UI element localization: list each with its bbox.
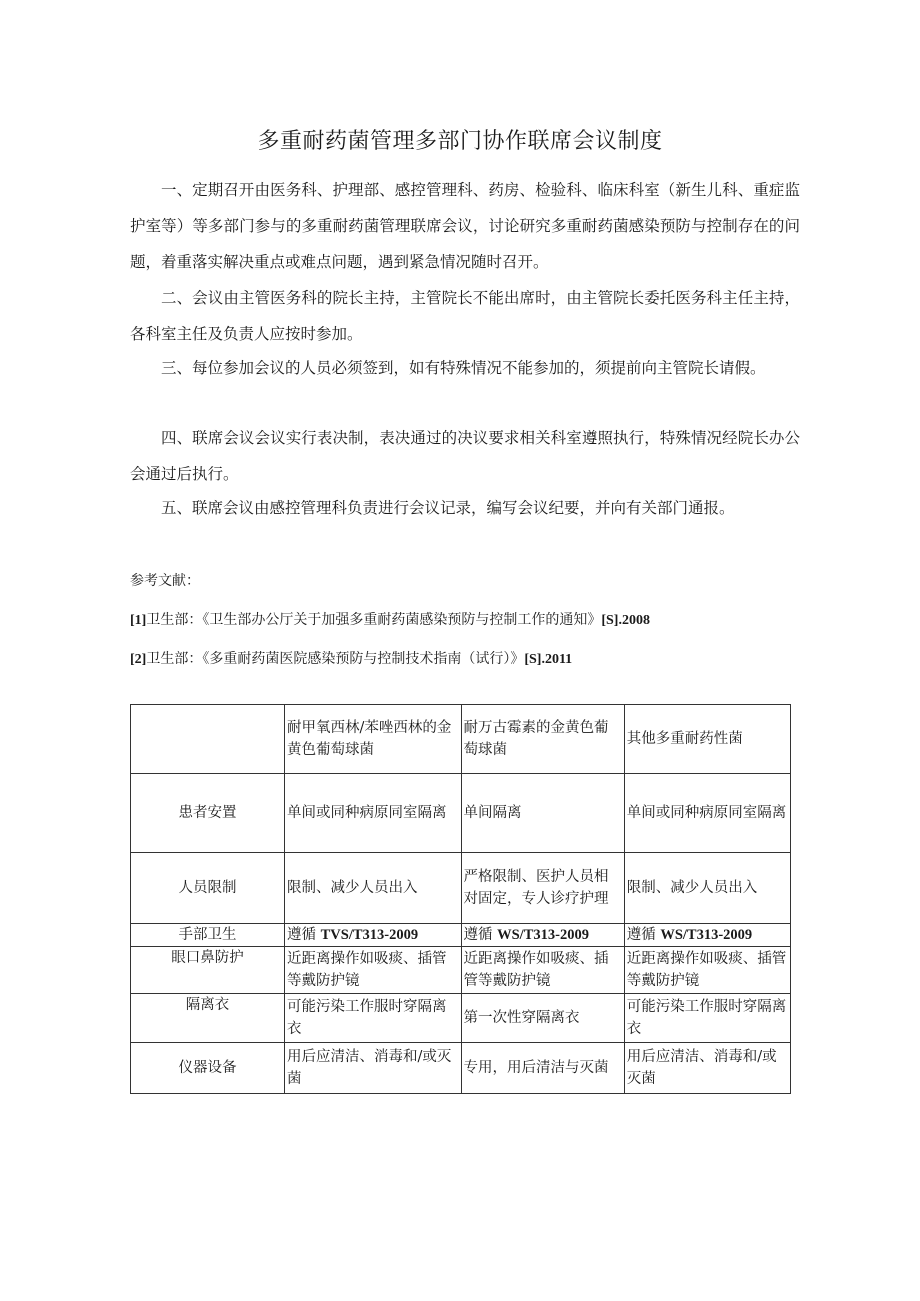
table-header-cell: 耐甲氧西林/苯唑西林的金黄色葡萄球菌	[285, 705, 461, 774]
table-cell: 用后应清洁、消毒和/或灭菌	[285, 1043, 461, 1094]
table-cell	[461, 924, 624, 947]
paragraph-5: 五、联席会议由感控管理科负责进行会议记录，编写会议纪要，并向有关部门通报。	[161, 499, 735, 517]
paragraph-4: 四、联席会议会议实行表决制，表决通过的决议要求相关科室遵照执行，特殊情况经院长办公会通过后执行。	[130, 429, 800, 483]
standard-prefix: 遵循	[626, 927, 661, 943]
reference-suffix: [S].2008	[601, 613, 650, 628]
table-header-cell: 耐万古霉素的金黄色葡萄球菌	[461, 705, 624, 774]
paragraph-2: 二、会议由主管医务科的院长主持，主管院长不能出席时，由主管院长委托医务科主任主持，各科室主任及负责人应按时参加。	[130, 289, 800, 343]
standard-code: WS/T313-2009	[660, 927, 753, 943]
table-row	[131, 994, 791, 1043]
table-cell: 专用，用后清洁与灭菌	[461, 1043, 624, 1094]
table-header-cell	[131, 705, 285, 774]
row-label: 仪器设备	[131, 1043, 285, 1094]
standard-prefix: 遵循	[287, 927, 321, 943]
reference-1	[130, 609, 650, 629]
table-header-cell: 其他多重耐药性菌	[624, 705, 790, 774]
table-cell: 严格限制、医护人员相对固定，专人诊疗护理	[461, 853, 624, 924]
row-label: 手部卫生	[131, 924, 285, 947]
table-cell: 单间隔离	[461, 774, 624, 853]
reference-number: [2]	[130, 652, 147, 667]
reference-number: [1]	[130, 613, 147, 628]
table-cell: 单间或同种病原同室隔离	[624, 774, 790, 853]
table-row	[131, 774, 791, 853]
table-cell: 可能污染工作服时穿隔离衣	[285, 994, 461, 1043]
table-row	[131, 924, 791, 947]
standard-prefix: 遵循	[463, 927, 498, 943]
row-label: 眼口鼻防护	[131, 947, 285, 994]
table-row	[131, 947, 791, 994]
paragraph-1: 一、定期召开由医务科、护理部、感控管理科、药房、检验科、临床科室（新生儿科、重症监护室等）等多部门参与的多重耐药菌管理联席会议，讨论研究多重耐药菌感染预防与控制存在的问题，着重落实解决重点或难点问题，遇到紧急情况随时召开。	[130, 181, 800, 271]
table-cell	[624, 924, 790, 947]
table-cell	[285, 924, 461, 947]
reference-2	[130, 648, 572, 668]
standard-code: TVS/T313-2009	[320, 927, 419, 943]
reference-text: 卫生部：《卫生部办公厅关于加强多重耐药菌感染预防与控制工作的通知》	[146, 612, 602, 628]
table-cell: 近距离操作如吸痰、插管等戴防护镜	[624, 947, 790, 994]
table-cell: 可能污染工作服时穿隔离衣	[624, 994, 790, 1043]
table-row	[131, 1043, 791, 1094]
row-label: 患者安置	[131, 774, 285, 853]
row-label: 隔离衣	[131, 994, 285, 1043]
table-cell: 近距离操作如吸痰、插管等戴防护镜	[285, 947, 461, 994]
document-title: 多重耐药菌管理多部门协作联席会议制度	[257, 129, 663, 154]
references-heading: 参考文献：	[130, 573, 200, 589]
table-header-row	[131, 705, 791, 774]
table-row	[131, 853, 791, 924]
table-cell: 限制、减少人员出入	[285, 853, 461, 924]
table-cell: 单间或同种病原同室隔离	[285, 774, 461, 853]
table-cell: 近距离操作如吸痰、插管等戴防护镜	[461, 947, 624, 994]
paragraph-3: 三、每位参加会议的人员必须签到，如有特殊情况不能参加的，须提前向主管院长请假。	[161, 359, 766, 377]
table-cell: 限制、减少人员出入	[624, 853, 790, 924]
mdro-control-table	[130, 704, 791, 1094]
table-cell: 第一次性穿隔离衣	[461, 994, 624, 1043]
table-cell: 用后应清洁、消毒和/或灭菌	[624, 1043, 790, 1094]
reference-text: 卫生部：《多重耐药菌医院感染预防与控制技术指南（试行）》	[146, 651, 525, 667]
standard-code: WS/T313-2009	[497, 927, 589, 943]
row-label: 人员限制	[131, 853, 285, 924]
reference-suffix: [S].2011	[524, 652, 573, 667]
